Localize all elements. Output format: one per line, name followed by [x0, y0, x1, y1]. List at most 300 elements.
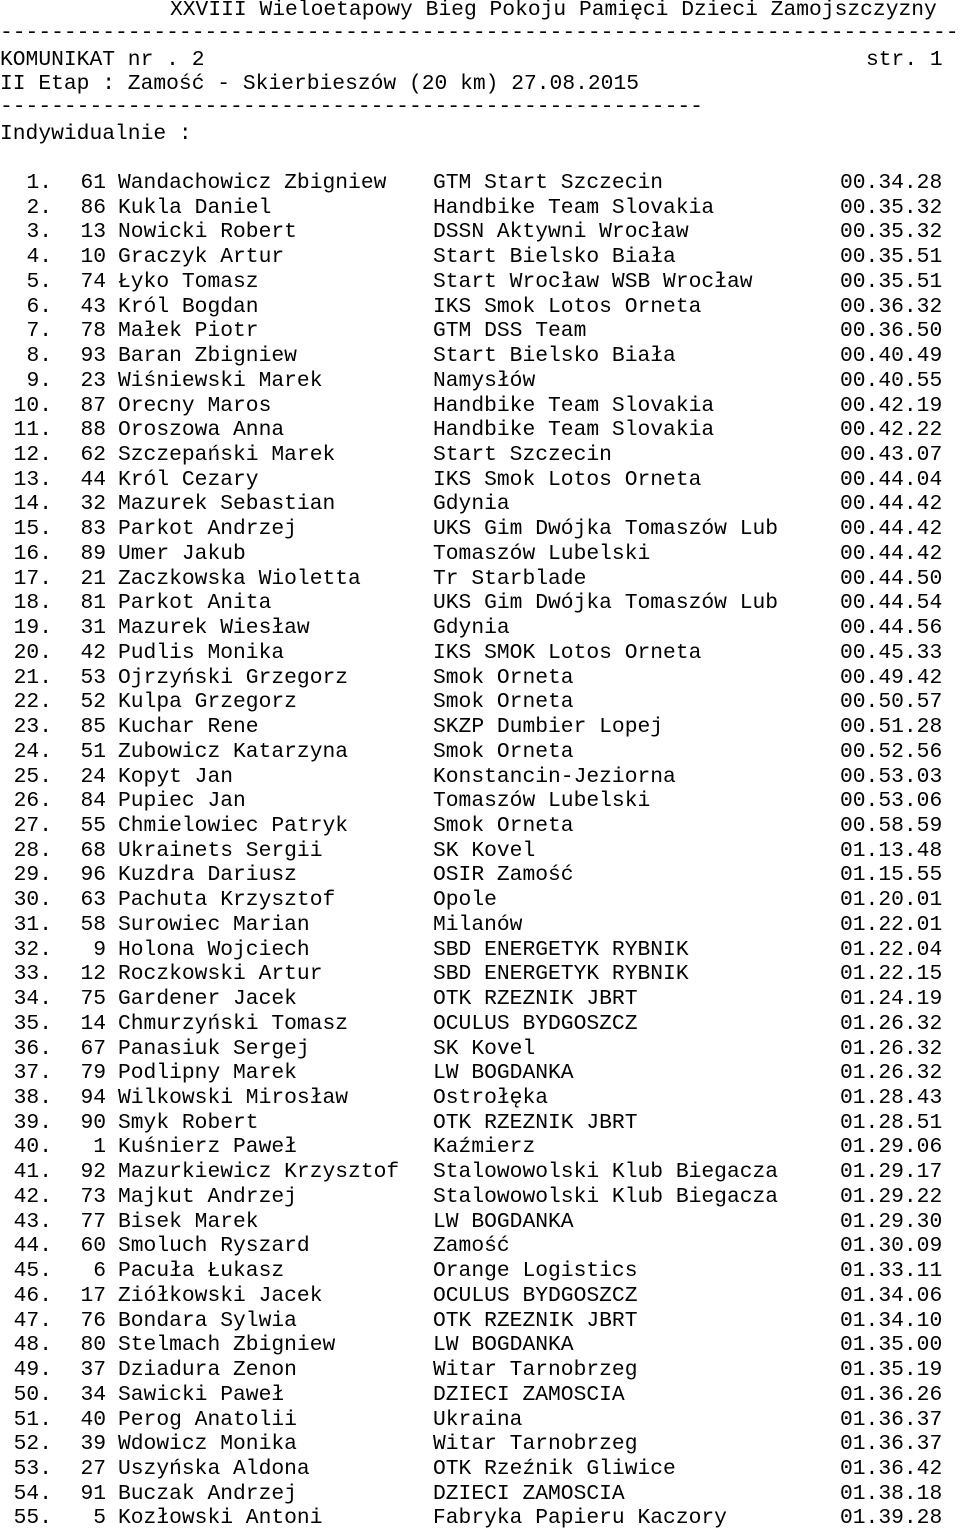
- result-place: 33.: [13, 962, 52, 987]
- result-place: 38.: [13, 1086, 52, 1110]
- result-bib: 61: [80, 171, 106, 195]
- result-club: DSSN Aktywni Wrocław: [433, 220, 689, 245]
- result-row: [0, 1185, 960, 1209]
- result-time: 01.39.28: [840, 1506, 943, 1530]
- result-time: 01.22.15: [840, 962, 943, 987]
- result-time: 00.53.06: [840, 789, 943, 814]
- result-bib: 21: [80, 566, 106, 591]
- result-time: 01.26.32: [840, 1036, 943, 1061]
- result-name: Holona Wojciech: [118, 937, 310, 962]
- result-place: 36.: [13, 1036, 52, 1061]
- result-place: 48.: [13, 1333, 52, 1358]
- result-row: [0, 814, 960, 838]
- result-place: 43.: [13, 1209, 52, 1234]
- result-time: 01.13.48: [840, 838, 943, 863]
- header-separator-full: ---------------------------------------------------------------------------: [0, 21, 959, 45]
- result-bib: 52: [80, 690, 106, 715]
- result-name: Pupiec Jan: [118, 789, 246, 814]
- result-place: 46.: [13, 1283, 52, 1308]
- result-name: Perog Anatolii: [118, 1407, 297, 1432]
- result-club: Gdynia: [433, 492, 510, 517]
- result-name: Gardener Jacek: [118, 987, 297, 1012]
- result-row: [0, 1111, 960, 1135]
- result-bib: 53: [80, 665, 106, 690]
- result-bib: 83: [80, 517, 106, 542]
- result-time: 01.28.51: [840, 1110, 943, 1135]
- result-place: 50.: [13, 1382, 52, 1407]
- result-time: 01.29.06: [840, 1135, 943, 1160]
- result-row: [0, 641, 960, 665]
- result-place: 12.: [13, 443, 52, 468]
- result-club: SK Kovel: [433, 1036, 536, 1061]
- result-club: SBD ENERGETYK RYBNIK: [433, 937, 689, 962]
- result-bib: 58: [80, 912, 106, 937]
- result-name: Uszyńska Aldona: [118, 1456, 310, 1481]
- result-name: Dziadura Zenon: [118, 1358, 297, 1383]
- result-place: 17.: [13, 566, 52, 591]
- result-bib: 37: [80, 1358, 106, 1383]
- result-row: [0, 962, 960, 986]
- result-bib: 93: [80, 344, 106, 369]
- result-row: [0, 319, 960, 343]
- result-time: 00.42.22: [840, 418, 943, 443]
- result-name: Stelmach Zbigniew: [118, 1333, 336, 1358]
- result-club: IKS SMOK Lotos Orneta: [433, 640, 702, 665]
- result-row: [0, 443, 960, 467]
- result-time: 01.38.18: [840, 1481, 943, 1506]
- result-name: Pudlis Monika: [118, 640, 285, 665]
- result-row: [0, 394, 960, 418]
- result-place: 37.: [13, 1061, 52, 1086]
- result-bib: 94: [80, 1086, 106, 1110]
- result-club: UKS Gim Dwójka Tomaszów Lub: [433, 591, 779, 616]
- result-club: LW BOGDANKA: [433, 1209, 574, 1234]
- result-place: 6.: [26, 294, 52, 319]
- result-club: Konstancin-Jeziorna: [433, 764, 676, 789]
- result-time: 00.36.50: [840, 319, 943, 344]
- result-time: 01.29.30: [840, 1209, 943, 1234]
- result-name: Pachuta Krzysztof: [118, 888, 336, 913]
- result-time: 01.29.22: [840, 1184, 943, 1209]
- result-time: 00.36.32: [840, 294, 943, 319]
- result-bib: 39: [80, 1432, 106, 1457]
- result-club: DZIECI ZAMOSCIA: [433, 1382, 625, 1407]
- result-row: [0, 1333, 960, 1357]
- result-row: [0, 517, 960, 541]
- event-title: XXVIII Wieloetapowy Bieg Pokoju Pamięci Dzieci Zamojszczyzny: [170, 0, 937, 22]
- result-time: 01.26.32: [840, 1011, 943, 1036]
- result-place: 30.: [13, 888, 52, 913]
- result-name: Roczkowski Artur: [118, 962, 323, 987]
- result-name: Kuśnierz Paweł: [118, 1135, 297, 1160]
- result-bib: 91: [80, 1481, 106, 1506]
- result-time: 00.40.55: [840, 368, 943, 393]
- result-name: Wandachowicz Zbigniew: [118, 171, 387, 195]
- result-bib: 62: [80, 443, 106, 468]
- result-bib: 90: [80, 1110, 106, 1135]
- result-place: 27.: [13, 813, 52, 838]
- result-name: Umer Jakub: [118, 541, 246, 566]
- result-name: Król Bogdan: [118, 294, 259, 319]
- result-name: Mazurek Wiesław: [118, 616, 310, 641]
- result-bib: 10: [80, 245, 106, 270]
- result-place: 13.: [13, 467, 52, 492]
- result-club: OCULUS BYDGOSZCZ: [433, 1011, 638, 1036]
- result-name: Zaczkowska Wioletta: [118, 566, 361, 591]
- result-time: 01.36.37: [840, 1432, 943, 1457]
- result-place: 28.: [13, 838, 52, 863]
- result-bib: 85: [80, 715, 106, 740]
- result-name: Podlipny Marek: [118, 1061, 297, 1086]
- result-bib: 67: [80, 1036, 106, 1061]
- result-row: [0, 1037, 960, 1061]
- result-row: [0, 1506, 960, 1530]
- result-name: Ojrzyński Grzegorz: [118, 665, 349, 690]
- result-club: GTM Start Szczecin: [433, 171, 664, 195]
- result-bib: 80: [80, 1333, 106, 1358]
- result-club: OTK RZEZNIK JBRT: [433, 1308, 638, 1333]
- result-name: Ukrainets Sergii: [118, 838, 323, 863]
- result-time: 01.30.09: [840, 1234, 943, 1259]
- result-place: 53.: [13, 1456, 52, 1481]
- result-time: 00.44.42: [840, 517, 943, 542]
- result-place: 40.: [13, 1135, 52, 1160]
- result-name: Wiśniewski Marek: [118, 368, 323, 393]
- result-time: 01.26.32: [840, 1061, 943, 1086]
- result-name: Graczyk Artur: [118, 245, 285, 270]
- result-bib: 12: [80, 962, 106, 987]
- result-time: 00.44.42: [840, 541, 943, 566]
- category-label: Indywidualnie :: [0, 122, 192, 146]
- result-row: [0, 1061, 960, 1085]
- result-club: Start Szczecin: [433, 443, 612, 468]
- result-row: [0, 1358, 960, 1382]
- result-name: Kuchar Rene: [118, 715, 259, 740]
- result-time: 00.45.33: [840, 640, 943, 665]
- result-time: 00.34.28: [840, 171, 943, 195]
- result-time: 00.44.54: [840, 591, 943, 616]
- result-place: 54.: [13, 1481, 52, 1506]
- result-row: [0, 740, 960, 764]
- result-bib: 81: [80, 591, 106, 616]
- result-club: SK Kovel: [433, 838, 536, 863]
- result-club: Smok Orneta: [433, 739, 574, 764]
- result-name: Kopyt Jan: [118, 764, 234, 789]
- result-club: LW BOGDANKA: [433, 1061, 574, 1086]
- result-bib: 96: [80, 863, 106, 888]
- result-row: [0, 1457, 960, 1481]
- result-name: Zubowicz Katarzyna: [118, 739, 349, 764]
- result-row: [0, 987, 960, 1011]
- result-place: 8.: [26, 344, 52, 369]
- result-row: [0, 1284, 960, 1308]
- result-time: 00.35.32: [840, 195, 943, 220]
- result-time: 01.36.42: [840, 1456, 943, 1481]
- result-club: Smok Orneta: [433, 665, 574, 690]
- result-row: [0, 863, 960, 887]
- result-bib: 75: [80, 987, 106, 1012]
- result-club: Namysłów: [433, 368, 536, 393]
- result-place: 41.: [13, 1160, 52, 1185]
- result-time: 00.58.59: [840, 813, 943, 838]
- result-place: 5.: [26, 269, 52, 294]
- result-time: 00.50.57: [840, 690, 943, 715]
- result-name: Chmielowiec Patryk: [118, 813, 349, 838]
- result-time: 01.33.11: [840, 1259, 943, 1284]
- result-row: [0, 913, 960, 937]
- result-place: 34.: [13, 987, 52, 1012]
- result-place: 26.: [13, 789, 52, 814]
- result-row: [0, 1383, 960, 1407]
- result-bib: 6: [93, 1259, 106, 1284]
- result-name: Panasiuk Sergej: [118, 1036, 310, 1061]
- result-club: Milanów: [433, 912, 523, 937]
- header-separator-short: -------------------------------------------------------: [0, 95, 703, 119]
- result-place: 16.: [13, 541, 52, 566]
- result-bib: 14: [80, 1011, 106, 1036]
- result-row: [0, 1234, 960, 1258]
- result-name: Majkut Andrzej: [118, 1184, 297, 1209]
- result-club: Fabryka Papieru Kaczory: [433, 1506, 727, 1530]
- result-place: 31.: [13, 912, 52, 937]
- result-row: [0, 715, 960, 739]
- result-row: [0, 1259, 960, 1283]
- result-row: [0, 938, 960, 962]
- result-name: Orecny Maros: [118, 393, 272, 418]
- result-row: [0, 542, 960, 566]
- result-name: Oroszowa Anna: [118, 418, 285, 443]
- result-time: 01.36.37: [840, 1407, 943, 1432]
- result-place: 18.: [13, 591, 52, 616]
- result-row: [0, 1160, 960, 1184]
- result-bib: 89: [80, 541, 106, 566]
- result-row: [0, 1210, 960, 1234]
- result-bib: 87: [80, 393, 106, 418]
- result-name: Mazurkiewicz Krzysztof: [118, 1160, 400, 1185]
- result-place: 14.: [13, 492, 52, 517]
- result-bib: 86: [80, 195, 106, 220]
- result-place: 9.: [26, 368, 52, 393]
- result-time: 00.53.03: [840, 764, 943, 789]
- result-place: 22.: [13, 690, 52, 715]
- result-place: 20.: [13, 640, 52, 665]
- result-time: 01.34.10: [840, 1308, 943, 1333]
- result-name: Buczak Andrzej: [118, 1481, 297, 1506]
- result-row: [0, 1432, 960, 1456]
- result-club: OTK RZEZNIK JBRT: [433, 987, 638, 1012]
- result-bib: 63: [80, 888, 106, 913]
- result-row: [0, 196, 960, 220]
- result-time: 00.44.04: [840, 467, 943, 492]
- result-club: OTK RZEZNIK JBRT: [433, 1110, 638, 1135]
- result-bib: 78: [80, 319, 106, 344]
- result-place: 47.: [13, 1308, 52, 1333]
- result-bib: 27: [80, 1456, 106, 1481]
- result-name: Smoluch Ryszard: [118, 1234, 310, 1259]
- result-row: [0, 220, 960, 244]
- result-club: SBD ENERGETYK RYBNIK: [433, 962, 689, 987]
- result-name: Wdowicz Monika: [118, 1432, 297, 1457]
- result-name: Łyko Tomasz: [118, 269, 259, 294]
- result-place: 15.: [13, 517, 52, 542]
- result-row: [0, 839, 960, 863]
- result-bib: 73: [80, 1184, 106, 1209]
- result-name: Surowiec Marian: [118, 912, 310, 937]
- result-place: 55.: [13, 1506, 52, 1530]
- result-club: GTM DSS Team: [433, 319, 587, 344]
- result-club: LW BOGDANKA: [433, 1333, 574, 1358]
- result-time: 01.22.04: [840, 937, 943, 962]
- result-club: Smok Orneta: [433, 813, 574, 838]
- result-place: 23.: [13, 715, 52, 740]
- result-club: Handbike Team Slovakia: [433, 418, 715, 443]
- result-place: 3.: [26, 220, 52, 245]
- result-name: Nowicki Robert: [118, 220, 297, 245]
- result-row: [0, 567, 960, 591]
- result-bib: 17: [80, 1283, 106, 1308]
- result-bib: 44: [80, 467, 106, 492]
- result-row: [0, 666, 960, 690]
- result-time: 00.44.42: [840, 492, 943, 517]
- result-place: 25.: [13, 764, 52, 789]
- result-bib: 51: [80, 739, 106, 764]
- result-club: OSIR Zamość: [433, 863, 574, 888]
- result-name: Bisek Marek: [118, 1209, 259, 1234]
- result-name: Wilkowski Mirosław: [118, 1086, 349, 1110]
- result-row: [0, 690, 960, 714]
- result-name: Pacuła Łukasz: [118, 1259, 285, 1284]
- result-time: 00.49.42: [840, 665, 943, 690]
- result-place: 45.: [13, 1259, 52, 1284]
- result-place: 1.: [26, 171, 52, 195]
- result-club: Smok Orneta: [433, 690, 574, 715]
- result-time: 00.35.51: [840, 245, 943, 270]
- result-bib: 42: [80, 640, 106, 665]
- result-row: [0, 616, 960, 640]
- result-name: Baran Zbigniew: [118, 344, 297, 369]
- result-club: Handbike Team Slovakia: [433, 393, 715, 418]
- result-time: 01.35.00: [840, 1333, 943, 1358]
- result-club: Orange Logistics: [433, 1259, 638, 1284]
- result-time: 00.51.28: [840, 715, 943, 740]
- result-time: 00.40.49: [840, 344, 943, 369]
- result-club: Ostrołęka: [433, 1086, 549, 1110]
- result-club: Start Bielsko Biała: [433, 344, 676, 369]
- result-club: Stalowowolski Klub Biegacza: [433, 1160, 779, 1185]
- result-bib: 60: [80, 1234, 106, 1259]
- result-bib: 77: [80, 1209, 106, 1234]
- result-time: 00.44.56: [840, 616, 943, 641]
- result-place: 52.: [13, 1432, 52, 1457]
- result-name: Kozłowski Antoni: [118, 1506, 323, 1530]
- result-bib: 76: [80, 1308, 106, 1333]
- result-place: 32.: [13, 937, 52, 962]
- result-bib: 74: [80, 269, 106, 294]
- result-row: [0, 1408, 960, 1432]
- result-time: 01.24.19: [840, 987, 943, 1012]
- result-place: 7.: [26, 319, 52, 344]
- result-row: [0, 765, 960, 789]
- result-club: DZIECI ZAMOSCIA: [433, 1481, 625, 1506]
- result-place: 35.: [13, 1011, 52, 1036]
- result-name: Szczepański Marek: [118, 443, 336, 468]
- result-row: [0, 270, 960, 294]
- result-row: [0, 468, 960, 492]
- result-bib: 92: [80, 1160, 106, 1185]
- result-row: [0, 888, 960, 912]
- result-bib: 1: [93, 1135, 106, 1160]
- result-row: [0, 492, 960, 516]
- result-place: 44.: [13, 1234, 52, 1259]
- result-club: SKZP Dumbier Lopej: [433, 715, 664, 740]
- result-place: 10.: [13, 393, 52, 418]
- result-club: Tomaszów Lubelski: [433, 541, 651, 566]
- result-time: 01.20.01: [840, 888, 943, 913]
- result-name: Mazurek Sebastian: [118, 492, 336, 517]
- communique-number: KOMUNIKAT nr . 2: [0, 48, 205, 72]
- result-name: Małek Piotr: [118, 319, 259, 344]
- result-bib: 68: [80, 838, 106, 863]
- result-bib: 24: [80, 764, 106, 789]
- result-name: Kukla Daniel: [118, 195, 272, 220]
- result-bib: 88: [80, 418, 106, 443]
- result-club: Witar Tarnobrzeg: [433, 1358, 638, 1383]
- result-bib: 84: [80, 789, 106, 814]
- result-place: 39.: [13, 1110, 52, 1135]
- result-row: [0, 1482, 960, 1506]
- result-name: Kulpa Grzegorz: [118, 690, 297, 715]
- result-place: 19.: [13, 616, 52, 641]
- result-club: Gdynia: [433, 616, 510, 641]
- result-place: 49.: [13, 1358, 52, 1383]
- result-club: Tomaszów Lubelski: [433, 789, 651, 814]
- result-club: Start Wrocław WSB Wrocław: [433, 269, 753, 294]
- result-club: IKS Smok Lotos Orneta: [433, 294, 702, 319]
- result-club: OCULUS BYDGOSZCZ: [433, 1283, 638, 1308]
- result-name: Chmurzyński Tomasz: [118, 1011, 349, 1036]
- result-name: Bondara Sylwia: [118, 1308, 297, 1333]
- result-club: Opole: [433, 888, 497, 913]
- page-number: str. 1: [866, 48, 943, 72]
- result-bib: 43: [80, 294, 106, 319]
- result-name: Kuzdra Dariusz: [118, 863, 297, 888]
- result-name: Parkot Anita: [118, 591, 272, 616]
- result-place: 4.: [26, 245, 52, 270]
- result-row: [0, 171, 960, 195]
- result-club: Tr Starblade: [433, 566, 587, 591]
- result-row: [0, 1135, 960, 1159]
- result-time: 01.34.06: [840, 1283, 943, 1308]
- result-time: 01.28.43: [840, 1086, 943, 1110]
- result-time: 01.29.17: [840, 1160, 943, 1185]
- result-row: [0, 1012, 960, 1036]
- result-row: [0, 245, 960, 269]
- result-club: Start Bielsko Biała: [433, 245, 676, 270]
- result-name: Parkot Andrzej: [118, 517, 297, 542]
- result-row: [0, 344, 960, 368]
- result-name: Smyk Robert: [118, 1110, 259, 1135]
- result-row: [0, 295, 960, 319]
- result-bib: 9: [93, 937, 106, 962]
- stage-info: II Etap : Zamość - Skierbieszów (20 km) 27.08.2015: [0, 72, 640, 96]
- result-time: 00.44.50: [840, 566, 943, 591]
- result-place: 51.: [13, 1407, 52, 1432]
- result-place: 29.: [13, 863, 52, 888]
- result-name: Ziółkowski Jacek: [118, 1283, 323, 1308]
- result-place: 21.: [13, 665, 52, 690]
- result-club: Ukraina: [433, 1407, 523, 1432]
- result-time: 01.15.55: [840, 863, 943, 888]
